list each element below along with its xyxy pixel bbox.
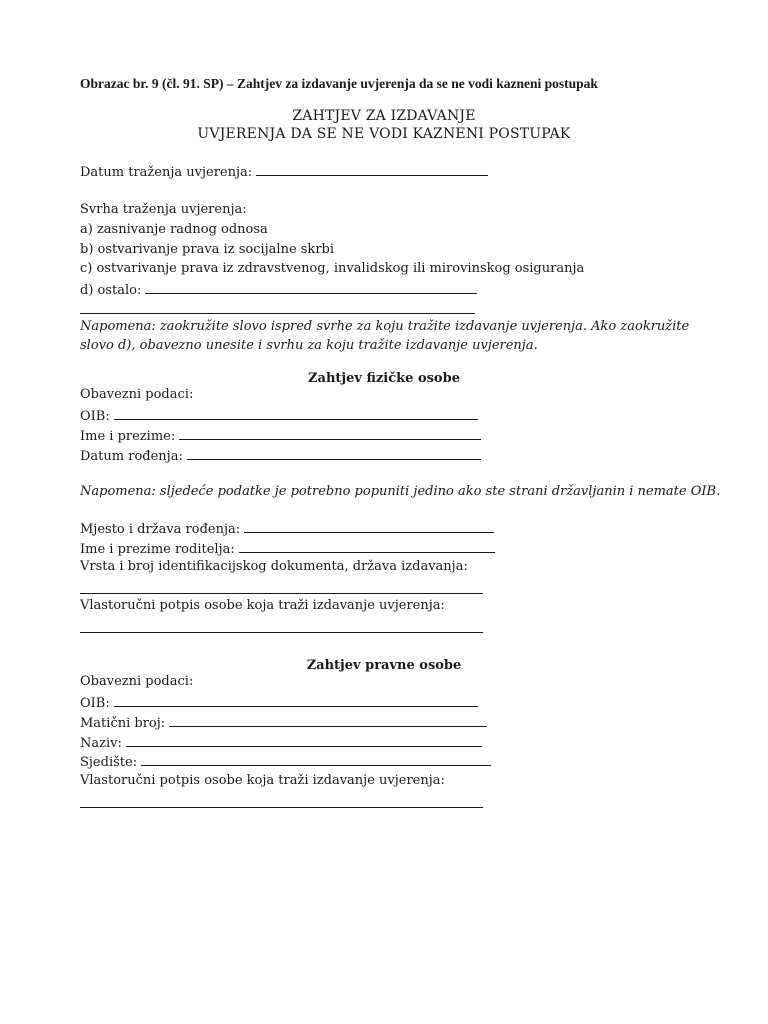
form-header: Obrazac br. 9 (čl. 91. SP) – Zahtjev za izdavanje uvjerenja da se ne vodi kazneni postupak [80, 76, 598, 91]
natural-person-name-field[interactable] [179, 427, 481, 440]
purpose-option-b[interactable]: b) ostvarivanje prava iz socijalne skrbi [80, 242, 335, 257]
legal-person-seat-field[interactable] [141, 753, 491, 766]
parent-name-field[interactable] [239, 540, 495, 553]
legal-person-name-field[interactable] [126, 734, 482, 747]
parent-name-label: Ime i prezime roditelja: [80, 542, 235, 557]
legal-person-title: Zahtjev pravne osobe [306, 658, 462, 673]
legal-person-signature-label: Vlastoručni potpis osobe koja traži izdavanje uvjerenja: [80, 773, 445, 788]
natural-person-oib-label: OIB: [80, 409, 110, 424]
birthplace-label: Mjesto i država rođenja: [80, 522, 241, 537]
legal-person-seat-label: Sjedište: [80, 755, 138, 770]
natural-person-mandatory-label: Obavezni podaci: [80, 387, 194, 402]
legal-person-reg-no-label: Matični broj: [80, 716, 166, 731]
purpose-label: Svrha traženja uvjerenja: [80, 202, 247, 217]
natural-person-name-label: Ime i prezime: [80, 429, 176, 444]
natural-person-name-row [80, 427, 481, 445]
legal-person-name-label: Naziv: [80, 736, 122, 751]
purpose-other-field[interactable] [145, 281, 477, 294]
request-date-row [80, 163, 488, 181]
legal-person-oib-label: OIB: [80, 696, 110, 711]
legal-person-oib-field[interactable] [114, 694, 478, 707]
purpose-option-c[interactable]: c) ostvarivanje prava iz zdravstvenog, invalidskog ili mirovinskog osiguranja [80, 261, 585, 276]
natural-person-oib-field[interactable] [114, 407, 478, 420]
request-date-label: Datum traženja uvjerenja: [80, 165, 253, 180]
purpose-option-d[interactable]: d) ostalo: [80, 283, 142, 298]
purpose-other-field-line-2[interactable] [80, 313, 475, 314]
parent-name-row [80, 540, 495, 558]
natural-person-dob-field[interactable] [187, 447, 481, 460]
natural-person-title: Zahtjev fizičke osobe [308, 371, 460, 386]
natural-person-signature-field[interactable] [80, 632, 483, 633]
legal-person-seat-row [80, 753, 491, 771]
request-date-field[interactable] [256, 163, 488, 176]
form-title-line-2: UVJERENJA DA SE NE VODI KAZNENI POSTUPAK [197, 126, 571, 142]
legal-person-reg-no-row [80, 714, 487, 732]
legal-person-signature-field[interactable] [80, 807, 483, 808]
id-document-field[interactable] [80, 593, 483, 594]
purpose-option-d-row [80, 281, 477, 299]
birthplace-field[interactable] [244, 520, 494, 533]
purpose-option-a[interactable]: a) zasnivanje radnog odnosa [80, 222, 268, 237]
id-document-label: Vrsta i broj identifikacijskog dokumenta, država izdavanja: [80, 559, 468, 574]
natural-person-dob-row [80, 447, 481, 465]
birthplace-row [80, 520, 494, 538]
note-foreign-citizen: Napomena: sljedeće podatke je potrebno popuniti jedino ako ste strani državljanin i nemate OIB. [80, 484, 721, 499]
note-purpose-line-2: slovo d), obavezno unesite i svrhu za koju tražite izdavanje uvjerenja. [80, 338, 538, 353]
note-purpose-line-1: Napomena: zaokružite slovo ispred svrhe za koju tražite izdavanje uvjerenja. Ako zaokružite [80, 319, 690, 334]
legal-person-reg-no-field[interactable] [169, 714, 487, 727]
natural-person-dob-label: Datum rođenja: [80, 449, 183, 464]
natural-person-signature-label: Vlastoručni potpis osobe koja traži izdavanje uvjerenja: [80, 598, 445, 613]
natural-person-oib-row [80, 407, 478, 425]
legal-person-oib-row [80, 694, 478, 712]
legal-person-mandatory-label: Obavezni podaci: [80, 674, 194, 689]
legal-person-name-row [80, 734, 482, 752]
form-title-line-1: ZAHTJEV ZA IZDAVANJE [292, 108, 476, 124]
